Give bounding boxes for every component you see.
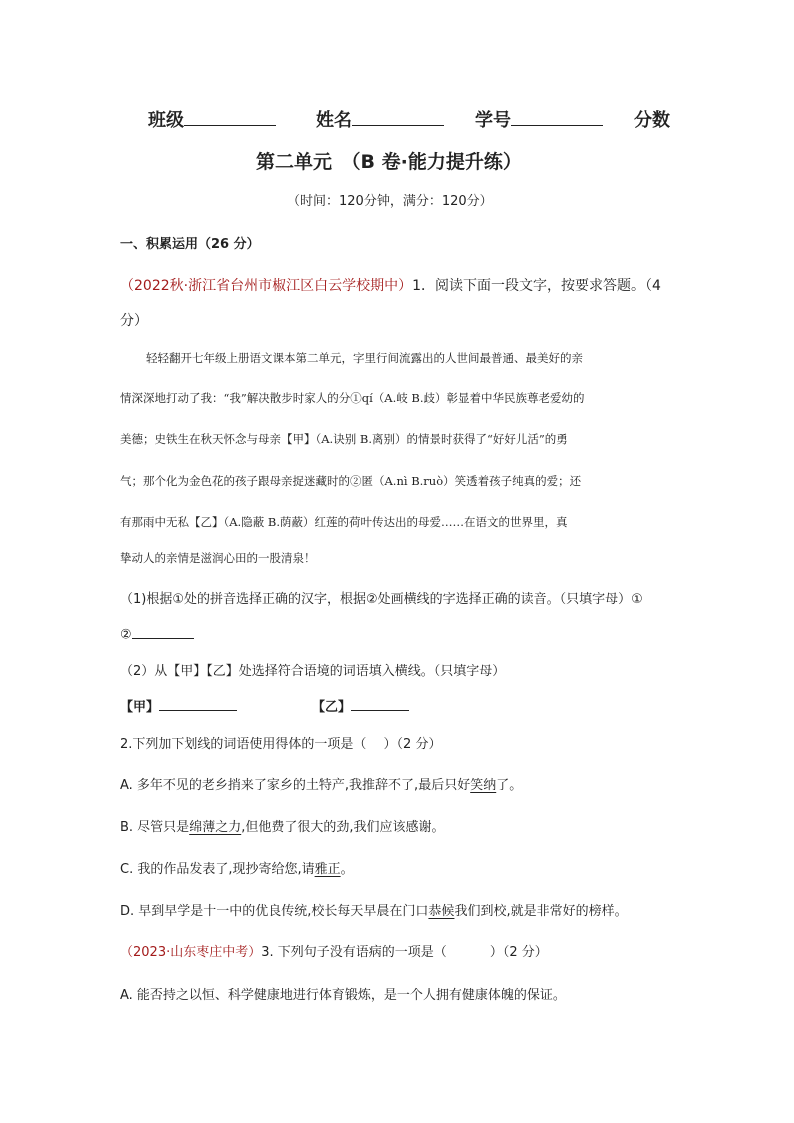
question-2-option-c [120, 858, 354, 877]
option-b-underlined: 绵薄之力 [189, 820, 242, 835]
question-1-stem-cont: 分） [120, 313, 148, 329]
class-field [148, 106, 276, 132]
option-a-end: 了。 [496, 778, 523, 793]
passage-line-3: 美德；史铁生在秋天怀念与母亲【甲】（A.诀别 B.离别）的情景时获得了“好好儿活”的勇 [120, 432, 568, 446]
option-b-end: ,但他费了很大的劲,我们应该感谢。 [241, 820, 445, 835]
time-info: （时间：120分钟，满分：120分） [287, 194, 493, 209]
jia-label: 【甲】 [120, 700, 160, 715]
option-c-underlined: 雅正 [314, 862, 341, 877]
question-2-stem: 2.下列加下划线的词语使用得体的一项是（ ）（2 分） [120, 737, 442, 752]
jia-field [120, 696, 237, 715]
question-2-option-a [120, 774, 522, 793]
answer-2-blank[interactable] [132, 624, 194, 639]
question-1-text: 1．阅读下面一段文字，按要求答题。（4 [412, 278, 661, 294]
sub-question-1-answer [120, 624, 194, 643]
option-b-text: B. 尽管只是 [120, 820, 190, 835]
class-blank[interactable] [184, 106, 276, 126]
number-blank[interactable] [511, 106, 603, 126]
option-d-underlined: 恭候 [428, 904, 455, 919]
name-blank[interactable] [352, 106, 444, 126]
jia-blank[interactable] [159, 696, 237, 711]
option-c-text: C. 我的作品发表了,现抄寄给您,请 [120, 862, 315, 877]
question-3-stem [120, 941, 548, 960]
class-label: 班级 [148, 110, 184, 131]
number-label: 学号 [475, 110, 511, 131]
passage-line-5: 有那雨中无私【乙】（A.隐蔽 B.荫蔽）红莲的荷叶传达出的母爱……在语文的世界里，真 [120, 515, 568, 529]
option-a-text: A. 多年不见的老乡捎来了家乡的土特产,我推辞不了,最后只好 [120, 778, 471, 793]
passage-line-4: 气；那个化为金色花的孩子跟母亲捉迷藏时的②匿（A.nì B.ruò）笑透着孩子纯真的爱；还 [120, 474, 582, 488]
yi-blank[interactable] [351, 696, 409, 711]
option-d-text: D. 早到早学是十一中的优良传统,校长每天早晨在门口 [120, 904, 429, 919]
question-3-source: （2023·山东枣庄中考） [120, 945, 262, 960]
question-1-stem [120, 275, 661, 295]
sub-question-2: （2）从【甲】【乙】处选择符合语境的词语填入横线。（只填字母） [120, 664, 506, 679]
question-1-source: （2022秋·浙江省台州市椒江区白云学校期中） [120, 278, 413, 294]
passage-line-1: 轻轻翻开七年级上册语文课本第二单元，字里行间流露出的人世间最普通、最美好的亲 [146, 351, 583, 365]
yi-label: 【乙】 [312, 700, 352, 715]
question-3-text: 3. 下列句子没有语病的一项是（ ）（2 分） [261, 945, 548, 960]
passage-line-6: 挚动人的亲情是滋润心田的一股清泉！ [120, 551, 316, 565]
score-label: 分数 [634, 110, 670, 131]
question-2-option-d [120, 900, 628, 919]
question-3-option-a: A. 能否持之以恒、科学健康地进行体育锻炼，是一个人拥有健康体魄的保证。 [120, 988, 566, 1003]
section-heading: 一、积累运用（26 分） [120, 237, 260, 252]
page-title: 第二单元 （B 卷·能力提升练） [256, 151, 522, 173]
name-label: 姓名 [316, 110, 352, 131]
option-c-end: 。 [340, 862, 354, 877]
option-a-underlined: 笑纳 [470, 778, 497, 793]
yi-field [312, 696, 409, 715]
sub-question-1: （1)根据①处的拼音选择正确的汉字，根据②处画横线的字选择正确的读音。（只填字母）① [120, 592, 643, 607]
question-2-option-b [120, 816, 444, 835]
circle-2-label: ② [120, 627, 132, 643]
passage-line-2: 情深深地打动了我：“我”解决散步时家人的分①qí（A.岐 B.歧）彰显着中华民族尊老爱幼的 [120, 391, 585, 405]
name-field [316, 106, 444, 132]
score-field [634, 106, 670, 132]
number-field [475, 106, 603, 132]
option-d-end: 我们到校,就是非常好的榜样。 [454, 904, 628, 919]
